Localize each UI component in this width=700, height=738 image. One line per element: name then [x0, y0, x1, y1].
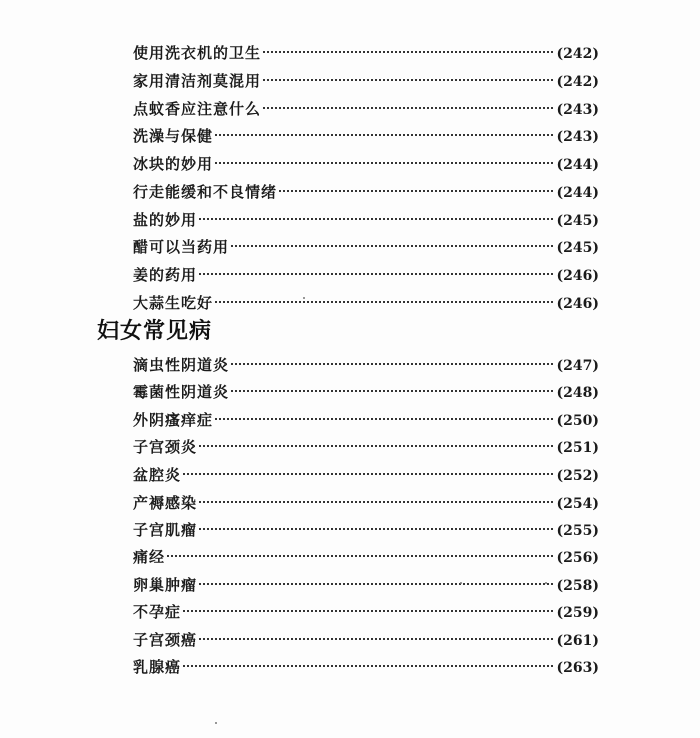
toc-entry-page: (251) [556, 440, 599, 456]
toc-entry-title: 姜的药用 [133, 266, 198, 284]
toc-entry[interactable] [133, 546, 599, 568]
toc-entry-title: 冰块的妙用 [133, 155, 214, 173]
dot-leader [215, 418, 553, 420]
toc-entry-title: 子宫颈炎 [133, 438, 198, 456]
toc-entry-title: 子宫肌瘤 [133, 521, 198, 539]
toc-entry-title: 子宫颈癌 [133, 631, 198, 649]
toc-entry-page: (248) [556, 385, 599, 401]
toc-entry[interactable] [133, 292, 599, 314]
toc-entry-title: 使用洗衣机的卫生 [133, 44, 262, 62]
toc-entry-title: 盐的妙用 [133, 211, 198, 229]
toc-entry-title: 洗澡与保健 [133, 127, 214, 145]
toc-entry[interactable] [133, 629, 599, 651]
toc-entry[interactable] [133, 574, 599, 596]
toc-entry[interactable] [133, 153, 599, 175]
dot-leader [183, 610, 553, 612]
toc-entry-page: (243) [556, 129, 599, 145]
toc-entry-page: (256) [556, 550, 599, 566]
toc-entry-page: (246) [556, 296, 599, 312]
section-heading[interactable]: 妇女常见病 [97, 319, 213, 344]
toc-entry-title: 卵巢肿瘤 [133, 576, 198, 594]
dot-leader [263, 51, 553, 53]
toc-entry-page: (250) [556, 413, 599, 429]
toc-entry-page: (245) [556, 240, 599, 256]
dot-leader [199, 218, 553, 220]
toc-entry[interactable] [133, 264, 599, 286]
scan-speck [460, 582, 462, 584]
toc-entry-page: (243) [556, 102, 599, 118]
toc-entry-page: (244) [556, 185, 599, 201]
toc-entry[interactable] [133, 492, 599, 514]
dot-leader [231, 245, 553, 247]
toc-entry-title: 行走能缓和不良情绪 [133, 183, 278, 201]
toc-entry-title: 霉菌性阴道炎 [133, 383, 230, 401]
dot-leader [199, 445, 553, 447]
toc-entry-page: (245) [556, 213, 599, 229]
toc-entry[interactable] [133, 436, 599, 458]
toc-entry[interactable] [133, 70, 599, 92]
toc-entry-page: (259) [556, 605, 599, 621]
toc-entry-title: 盆腔炎 [133, 466, 182, 484]
dot-leader [199, 528, 553, 530]
toc-entry-title: 乳腺癌 [133, 658, 182, 676]
toc-entry-title: 痛经 [133, 548, 166, 566]
dot-leader [167, 555, 553, 557]
toc-entry-page: (246) [556, 268, 599, 284]
dot-leader [199, 638, 553, 640]
toc-entry-title: 醋可以当药用 [133, 238, 230, 256]
toc-entry[interactable] [133, 236, 599, 258]
toc-entry-title: 家用清洁剂莫混用 [133, 72, 262, 90]
toc-entry[interactable] [133, 464, 599, 486]
toc-entry[interactable] [133, 181, 599, 203]
toc-entry[interactable] [133, 409, 599, 431]
toc-entry-page: (247) [556, 358, 599, 374]
dot-leader [263, 107, 553, 109]
toc-entry[interactable] [133, 98, 599, 120]
dot-leader [263, 79, 553, 81]
dot-leader [215, 162, 553, 164]
toc-entry-page: (263) [556, 660, 599, 676]
toc-entry-title: 点蚊香应注意什么 [133, 100, 262, 118]
toc-entry[interactable] [133, 656, 599, 678]
toc-entry-page: (255) [556, 523, 599, 539]
toc-entry[interactable] [133, 42, 599, 64]
toc-entry-page: (258) [556, 578, 599, 594]
dot-leader [199, 273, 553, 275]
dot-leader [215, 134, 553, 136]
toc-entry-page: (252) [556, 468, 599, 484]
toc-entry-page: (254) [556, 496, 599, 512]
toc-entry-title: 产褥感染 [133, 494, 198, 512]
dot-leader [199, 501, 553, 503]
toc-entry-title: 不孕症 [133, 603, 182, 621]
scan-speck [303, 297, 305, 299]
toc-entry[interactable] [133, 209, 599, 231]
toc-entry-page: (261) [556, 633, 599, 649]
dot-leader [183, 473, 553, 475]
dot-leader [199, 583, 553, 585]
dot-leader [215, 301, 553, 303]
toc-entry-page: (244) [556, 157, 599, 173]
toc-entry[interactable] [133, 354, 599, 376]
dot-leader [231, 363, 553, 365]
scan-speck [215, 722, 217, 724]
toc-entry[interactable] [133, 125, 599, 147]
toc-entry-title: 大蒜生吃好 [133, 294, 214, 312]
toc-entry[interactable] [133, 601, 599, 623]
toc-entry-page: (242) [556, 46, 599, 62]
scan-speck [545, 582, 547, 584]
toc-entry-page: (242) [556, 74, 599, 90]
dot-leader [183, 665, 553, 667]
toc-entry-title: 外阴瘙痒症 [133, 411, 214, 429]
dot-leader [279, 190, 553, 192]
toc-entry[interactable] [133, 381, 599, 403]
dot-leader [231, 390, 553, 392]
toc-entry-title: 滴虫性阴道炎 [133, 356, 230, 374]
toc-entry[interactable] [133, 519, 599, 541]
